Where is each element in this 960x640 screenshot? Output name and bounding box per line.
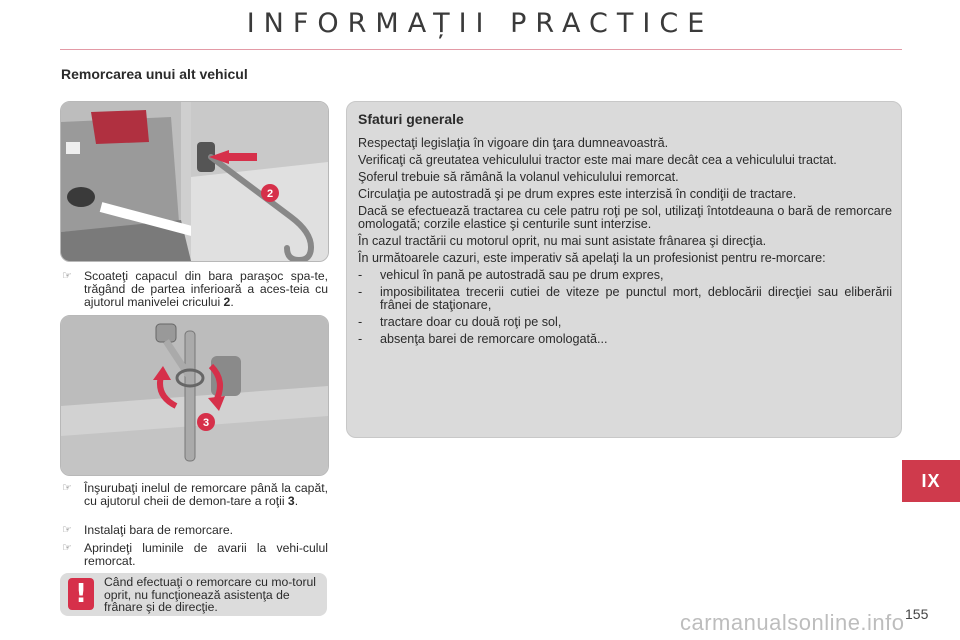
advice-paragraph: În cazul tractării cu motorul oprit, nu mai sunt asistate frânarea şi direcţia. [358, 234, 767, 248]
step-remove-cover-text: Scoateţi capacul din bara paraşoc spa-te, trăgând de partea inferioară a aces-teia cu ajutorul manivelei cricului [84, 269, 328, 309]
callout-2: 2 [266, 188, 274, 200]
step-screw-tow-eye [62, 482, 328, 508]
step-remove-cover-ref: 2 [223, 295, 231, 309]
step-hazard-lights [62, 542, 328, 568]
panel-title: Sfaturi generale [358, 111, 464, 127]
panel-body [358, 137, 892, 350]
step-remove-cover [62, 270, 328, 309]
list-dash: - [358, 315, 363, 329]
callout-3: 3 [202, 417, 210, 429]
advice-list-item [358, 269, 892, 282]
chapter-tab: IX [902, 460, 960, 502]
advice-list-text: vehicul în pană pe autostradă sau pe drum expres, [380, 268, 664, 282]
advice-paragraph: Respectaţi legislaţia în vigoare din ţara dumneavoastră. [358, 136, 669, 150]
warning-note [60, 573, 327, 616]
header-divider [60, 49, 902, 50]
advice-paragraph: În următoarele cazuri, este imperativ să apelaţi la un profesionist pentru re-morcare: [358, 251, 826, 265]
warning-exclamation-icon: ! [68, 578, 94, 610]
list-dash: - [358, 285, 363, 299]
step-screw-text: Înşurubaţi inelul de remorcare până la capăt, cu ajutorul cheii de demon-tare a roţii [84, 481, 328, 508]
step-screw-end: . [294, 494, 299, 508]
list-dash: - [358, 332, 363, 346]
hand-pointer-icon: ☞ [62, 542, 72, 554]
section-title: Remorcarea unui alt vehicul [61, 66, 248, 82]
page-number: 155 [905, 606, 929, 622]
advice-list-text: absenţa barei de remorcare omologată... [380, 332, 608, 346]
bumper-cover-illustration [60, 101, 329, 262]
advice-list-text: tractare doar cu două roţi pe sol, [380, 315, 562, 329]
advice-paragraph: Dacă se efectuează tractarea cu cele patru roţi pe sol, utilizaţi întotdeauna o bară de remorcare omologată; corzile elastice şi centurile sunt interzise. [358, 204, 892, 231]
step-install-bar [62, 524, 328, 537]
tow-eye-illustration [60, 315, 329, 476]
page-header-title: INFORMAȚII PRACTICE [246, 8, 714, 39]
advice-paragraph: Şoferul trebuie să rămână la volanul vehiculului remorcat. [358, 170, 679, 184]
hand-pointer-icon: ☞ [62, 482, 72, 494]
advice-paragraph: Circulaţia pe autostradă şi pe drum expres este interzisă în condiţii de tractare. [358, 187, 797, 201]
general-advice-panel [346, 101, 902, 438]
advice-list-item [358, 286, 892, 312]
step-hazard-lights-text: Aprindeţi luminile de avarii la vehi-culul remorcat. [84, 541, 328, 568]
advice-list-text: imposibilitatea trecerii cutiei de viteze pe punctul mort, deblocării direcţiei sau eliberării frânei de staţionare, [380, 285, 892, 312]
warning-text: Când efectuaţi o remorcare cu mo-torul oprit, nu funcţionează asistenţa de frânare şi de direcţie. [104, 575, 317, 614]
step-screw-ref: 3 [287, 494, 295, 508]
step-install-bar-text: Instalaţi bara de remorcare. [84, 523, 234, 537]
step-remove-cover-end: . [230, 295, 234, 309]
hand-pointer-icon: ☞ [62, 524, 72, 536]
advice-list-item [358, 333, 892, 346]
list-dash: - [358, 268, 363, 282]
hand-pointer-icon: ☞ [62, 270, 72, 282]
advice-paragraph: Verificaţi că greutatea vehiculului tractor este mai mare decât cea a vehiculului tractat. [358, 153, 837, 167]
watermark: carmanualsonline.info [680, 610, 905, 635]
advice-list-item [358, 316, 892, 329]
